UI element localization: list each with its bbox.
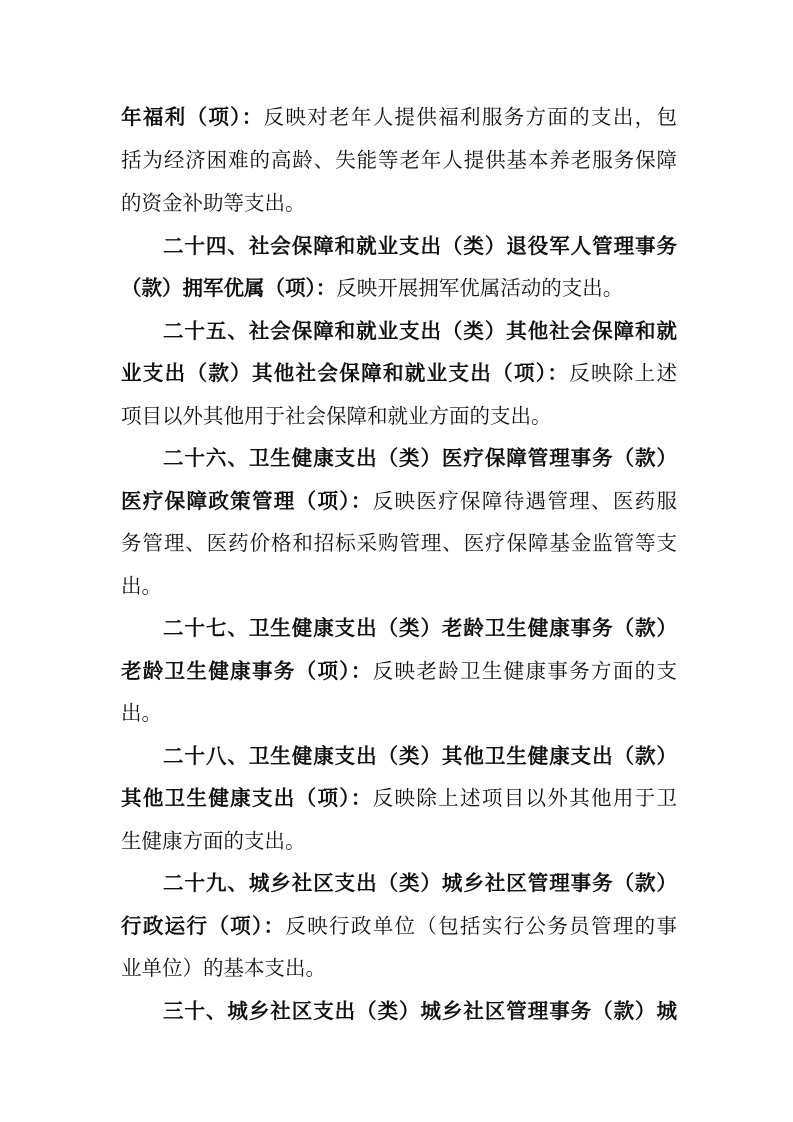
item-description: 反映开展拥军优属活动的支出。 <box>336 276 624 300</box>
paragraph-line <box>121 358 677 388</box>
item-heading: 医疗保障政策管理（项）： <box>121 489 373 513</box>
item-description: 反映医疗保障待遇管理、医药服 <box>372 489 678 513</box>
item-description: 反映除上述 <box>569 361 678 385</box>
item-heading: （款）拥军优属（项）： <box>121 276 337 300</box>
paragraph-line <box>163 443 677 473</box>
item-heading: 行政运行（项）： <box>121 914 286 938</box>
item-description: 项目以外其他用于社会保障和就业方面的支出。 <box>121 404 552 428</box>
paragraph-line <box>121 656 677 686</box>
item-description: 反映老龄卫生健康事务方面的支 <box>372 659 678 683</box>
paragraph-line <box>163 231 677 261</box>
item-description: 生健康方面的支出。 <box>121 829 306 853</box>
item-heading: 二十六、卫生健康支出（类）医疗保障管理事务（款） <box>163 446 677 470</box>
paragraph-line <box>121 273 677 303</box>
item-description: 反映对老年人提供福利服务方面的支出，包 <box>263 105 678 129</box>
item-heading: 二十九、城乡社区支出（类）城乡社区管理事务（款） <box>163 871 677 895</box>
item-heading: 二十五、社会保障和就业支出（类）其他社会保障和就 <box>163 319 677 343</box>
paragraph-line <box>121 953 677 983</box>
item-description: 括为经济困难的高龄、失能等老年人提供基本养老服务保障 <box>121 148 677 172</box>
paragraph-line <box>121 102 677 132</box>
item-heading: 三十、城乡社区支出（类）城乡社区管理事务（款）城 <box>163 999 677 1023</box>
paragraph-line <box>121 401 677 431</box>
item-heading: 老龄卫生健康事务（项）： <box>121 659 373 683</box>
paragraph-line <box>121 528 677 558</box>
item-description: 反映行政单位（包括实行公务员管理的事 <box>285 914 677 938</box>
item-heading: 其他卫生健康支出（项）： <box>121 786 373 810</box>
paragraph-line <box>121 826 677 856</box>
paragraph-line <box>121 698 677 728</box>
item-heading: 业支出（款）其他社会保障和就业支出（项）： <box>121 361 570 385</box>
item-heading: 年福利（项）： <box>121 105 264 129</box>
paragraph-line <box>121 188 677 218</box>
item-description: 出。 <box>121 574 162 598</box>
paragraph-line <box>121 783 677 813</box>
item-description: 反映除上述项目以外其他用于卫 <box>372 786 678 810</box>
paragraph-line <box>121 486 677 516</box>
item-description: 务管理、医药价格和招标采购管理、医疗保障基金监管等支 <box>121 531 677 555</box>
item-heading: 二十四、社会保障和就业支出（类）退役军人管理事务 <box>163 234 677 258</box>
item-description: 出。 <box>121 701 162 725</box>
item-description: 的资金补助等支出。 <box>121 191 306 215</box>
item-description: 业单位）的基本支出。 <box>121 956 326 980</box>
paragraph-line <box>163 868 677 898</box>
paragraph-line <box>121 571 677 601</box>
paragraph-line <box>163 316 677 346</box>
item-heading: 二十七、卫生健康支出（类）老龄卫生健康事务（款） <box>163 616 677 640</box>
paragraph-line <box>163 613 677 643</box>
paragraph-line <box>163 996 677 1026</box>
paragraph-line <box>121 145 677 175</box>
item-heading: 二十八、卫生健康支出（类）其他卫生健康支出（款） <box>163 744 677 768</box>
paragraph-line <box>121 911 677 941</box>
paragraph-line <box>163 741 677 771</box>
